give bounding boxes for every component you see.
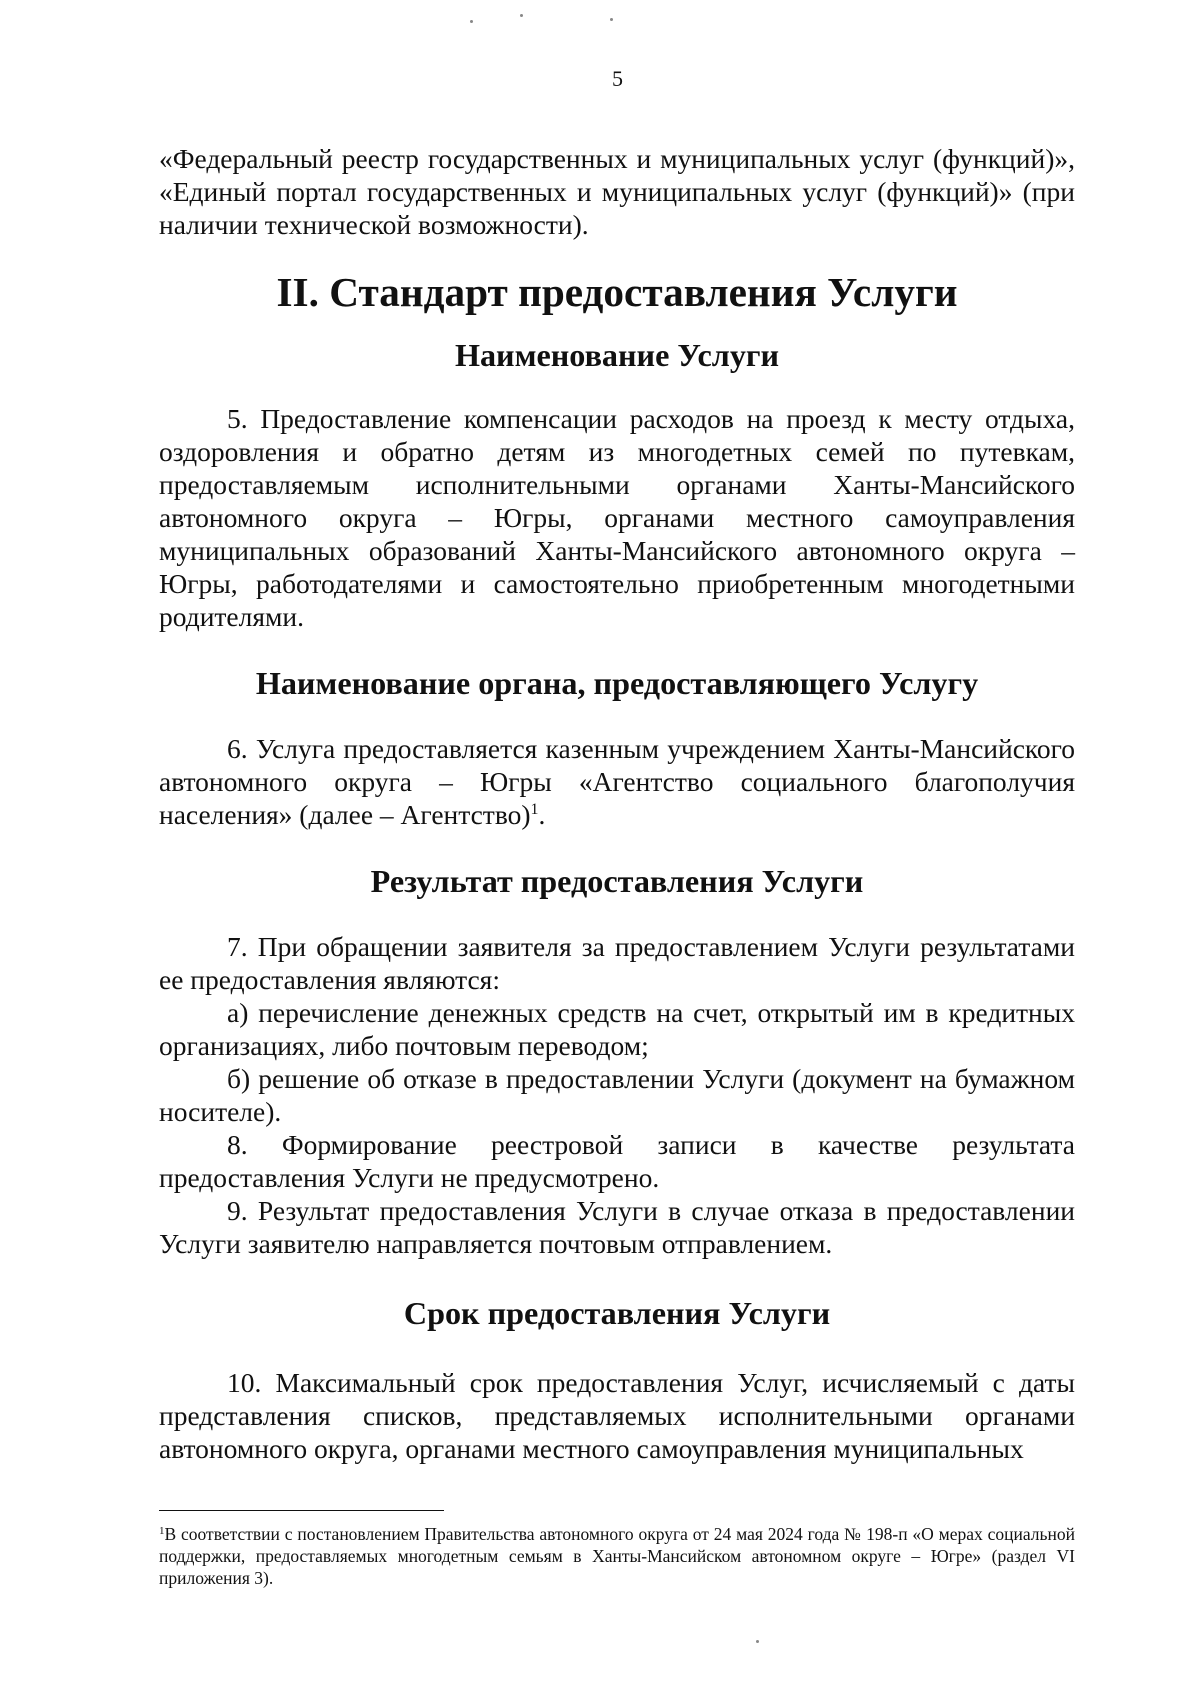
scan-speck: [756, 1640, 759, 1643]
paragraph-8: 8. Формирование реестровой записи в качестве результата предоставления Услуги не предусмотрено.: [159, 1129, 1075, 1193]
paragraph-7a: а) перечисление денежных средств на счет, открытый им в кредитных организациях, либо почтовым переводом;: [159, 997, 1075, 1061]
heading-service-name: Наименование Услуги: [454, 337, 780, 373]
footnote-mark: 1: [159, 1525, 165, 1537]
paragraph-6-end: .: [538, 799, 546, 830]
scan-speck: [610, 18, 613, 21]
paragraph-6-text: 6. Услуга предоставляется казенным учреждением Ханты-Мансийского автономного округа – Югры «Агентство социального благополучия населения» (далее – Агентство): [159, 733, 1075, 830]
heading-service-organ: Наименование органа, предоставляющего Услугу: [255, 665, 979, 701]
footnote-reference: 1: [530, 801, 539, 818]
footnote-divider: [159, 1510, 444, 1511]
paragraph-7: 7. При обращении заявителя за предоставлением Услуги результатами ее предоставления являются:: [159, 931, 1075, 995]
scan-speck: [470, 20, 473, 23]
paragraph-7b: б) решение об отказе в предоставлении Услуги (документ на бумажном носителе).: [159, 1063, 1075, 1127]
heading-service-term: Срок предоставления Услуги: [403, 1295, 831, 1331]
document-body: [159, 142, 1075, 1465]
section-title: II. Стандарт предоставления Услуги: [276, 269, 958, 315]
footnote: [159, 1523, 1075, 1589]
intro-continuation-paragraph: «Федеральный реестр государственных и муниципальных услуг (функций)», «Единый портал государственных и муниципальных услуг (функций)» (при наличии технической возможности).: [159, 143, 1075, 240]
scan-speck: [520, 14, 523, 17]
paragraph-6: [159, 732, 1075, 831]
paragraph-10: 10. Максимальный срок предоставления Услуг, исчисляемый с даты представления списков, представляемых исполнительными органами автономного округа, органами местного самоуправления муниципальных: [159, 1367, 1075, 1464]
paragraph-9: 9. Результат предоставления Услуги в случае отказа в предоставлении Услуги заявителю направляется почтовым отправлением.: [159, 1195, 1075, 1259]
page-number: 5: [612, 66, 623, 91]
heading-service-result: Результат предоставления Услуги: [370, 863, 864, 899]
footnote-text: В соответствии с постановлением Правительства автономного округа от 24 мая 2024 года № 198-п «О мерах социальной поддержки, предоставляемых многодетным семьям в Ханты-Мансийском автономном округе – Югре» (раздел VI приложения 3).: [159, 1524, 1075, 1588]
paragraph-5: 5. Предоставление компенсации расходов на проезд к месту отдыха, оздоровления и обратно детям из многодетных семей по путевкам, предоставляемым исполнительными органами Ханты-Мансийского автономного округа – Югры, органами местного самоуправления муниципальных образований Ханты-Мансийского автономного округа – Югры, работодателями и самостоятельно приобретенным многодетными родителями.: [159, 403, 1075, 632]
